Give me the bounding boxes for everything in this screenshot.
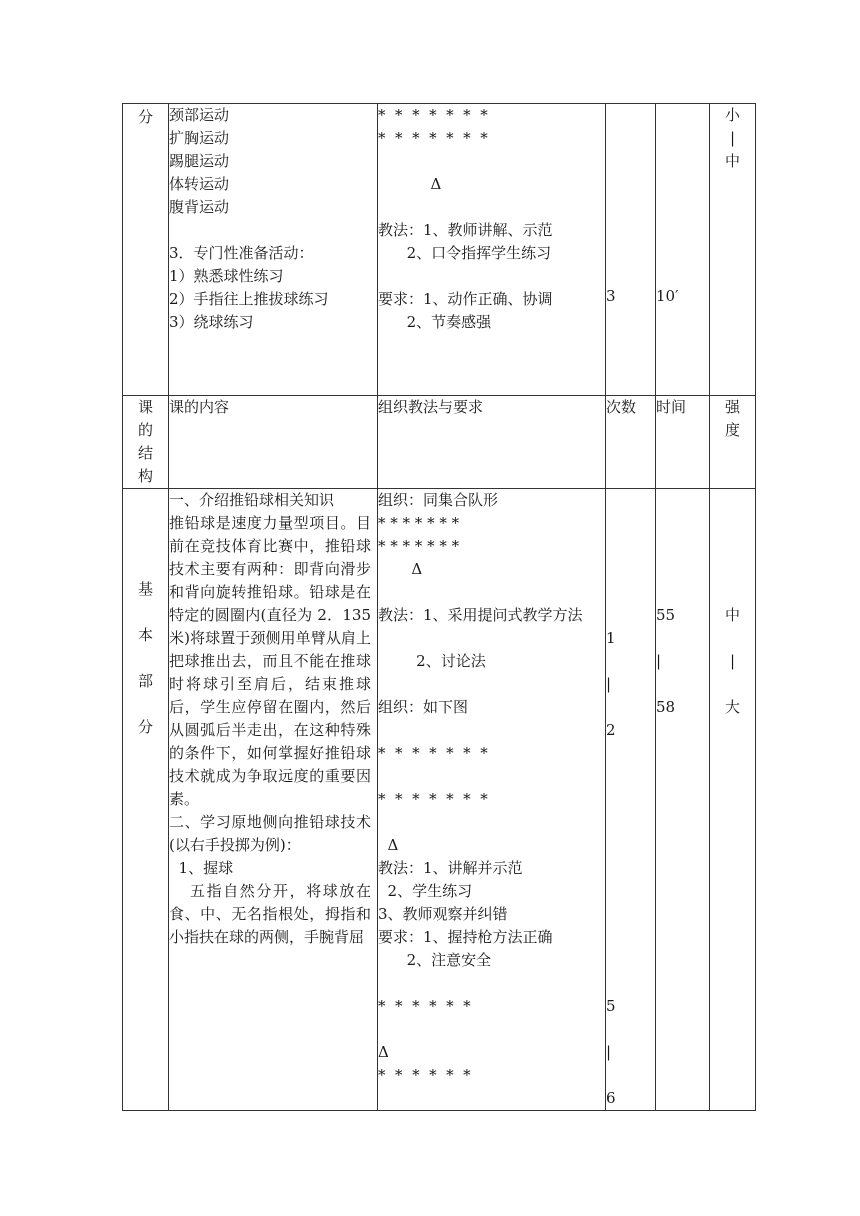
time-line xyxy=(656,558,709,581)
content-line: 3．专门性准备活动： xyxy=(169,244,314,262)
org-line xyxy=(378,765,605,788)
intensity-line: | xyxy=(729,129,736,147)
times-line xyxy=(606,696,655,719)
org-line: 要求：1、动作正确、协调 xyxy=(378,290,553,308)
org-line: * * * * * * xyxy=(378,1066,471,1084)
header-intensity-label xyxy=(710,396,755,442)
struct-char: 部 xyxy=(137,672,153,690)
time-line xyxy=(656,535,709,558)
header-struct-char: 课 xyxy=(137,398,153,416)
time-cell-basic xyxy=(656,489,710,1111)
header-org xyxy=(378,396,606,489)
time-line: | xyxy=(656,652,662,670)
struct-cell-prep xyxy=(123,104,169,396)
basic-org-lines xyxy=(378,489,605,1087)
basic-heading-2: 二、学习原地侧向推铅球技术(以右手投掷为例)： xyxy=(169,813,371,854)
times-line xyxy=(606,880,655,903)
org-line: Δ xyxy=(378,836,399,854)
org-line: Δ xyxy=(378,560,423,578)
org-line: 组织：如下图 xyxy=(378,698,469,716)
time-line xyxy=(656,673,709,696)
content-line: 2）手指往上推拔球练习 xyxy=(169,290,329,308)
header-struct-char: 的 xyxy=(137,421,153,439)
org-line xyxy=(378,673,605,696)
header-time xyxy=(656,396,710,489)
header-intensity-char: 度 xyxy=(724,421,740,439)
org-line: * * * * * * * xyxy=(378,129,488,147)
times-line xyxy=(606,949,655,972)
struct-char: 本 xyxy=(137,626,153,644)
org-line xyxy=(378,811,605,834)
content-line: 踢腿运动 xyxy=(169,152,230,170)
basic-row xyxy=(123,489,756,1111)
basic-time-lines xyxy=(656,489,709,719)
content-line: 扩胸运动 xyxy=(169,129,230,147)
org-line: 2、学生练习 xyxy=(378,882,473,900)
org-line xyxy=(378,972,605,995)
times-line xyxy=(606,972,655,995)
intensity-line xyxy=(710,512,755,535)
content-cell-prep xyxy=(169,104,378,396)
times-line: | xyxy=(606,1043,612,1061)
org-line xyxy=(378,1018,605,1041)
intensity-line xyxy=(710,535,755,558)
times-line: 5 xyxy=(606,997,616,1015)
org-line xyxy=(378,581,605,604)
prep-row xyxy=(123,104,756,396)
org-line: 2、口令指挥学生练习 xyxy=(378,244,552,262)
prep-intensity xyxy=(710,104,755,173)
content-line: 3）绕球练习 xyxy=(169,313,254,331)
intensity-line: | xyxy=(729,652,736,670)
times-line: 6 xyxy=(606,1089,616,1107)
header-struct xyxy=(123,396,169,489)
times-line: 1 xyxy=(606,629,616,647)
basic-intensity-lines xyxy=(710,489,755,719)
times-line xyxy=(606,512,655,535)
basic-heading-1: 一、介绍推铅球相关知识 xyxy=(169,491,335,509)
struct-char: 基 xyxy=(137,580,153,598)
lesson-plan-table xyxy=(122,103,756,1111)
struct-char: 分 xyxy=(137,718,153,736)
org-line xyxy=(378,627,605,650)
intensity-line xyxy=(710,581,755,604)
content-line: 体转运动 xyxy=(169,175,230,193)
org-line: * * * * * * * xyxy=(378,537,460,555)
content-line: 1）熟悉球性练习 xyxy=(169,267,284,285)
time-line: 55 xyxy=(656,606,676,624)
times-line xyxy=(606,558,655,581)
times-line xyxy=(606,903,655,926)
times-line xyxy=(606,535,655,558)
time-cell-prep xyxy=(656,104,710,396)
times-line xyxy=(606,834,655,857)
header-content xyxy=(169,396,378,489)
basic-subheading: 1、握球 xyxy=(169,859,234,877)
org-line: 要求：1、握持枪方法正确 xyxy=(378,928,553,946)
times-line xyxy=(606,788,655,811)
times-line xyxy=(606,742,655,765)
intensity-line: 小 xyxy=(724,106,740,124)
time-line xyxy=(656,581,709,604)
org-line: * * * * * * * xyxy=(378,790,488,808)
prep-times: 3 xyxy=(606,287,616,305)
content-line: 颈部运动 xyxy=(169,106,230,124)
org-line: 教法：1、讲解并示范 xyxy=(378,859,523,877)
content-cell-basic xyxy=(169,489,378,1111)
content-line: 腹背运动 xyxy=(169,198,230,216)
org-cell-prep xyxy=(378,104,606,396)
header-org-label: 组织教法与要求 xyxy=(378,398,484,416)
org-line: Δ xyxy=(378,175,442,193)
struct-label: 分 xyxy=(137,108,153,126)
intensity-line xyxy=(710,673,755,696)
org-line: 教法：1、采用提问式教学方法 xyxy=(378,606,583,624)
header-row xyxy=(123,396,756,489)
org-line: 3、教师观察并纠错 xyxy=(378,905,508,923)
header-struct-char: 结 xyxy=(137,444,153,462)
times-line xyxy=(606,1064,655,1087)
times-line xyxy=(606,926,655,949)
times-line: | xyxy=(606,675,612,693)
org-line: 教法：1、教师讲解、示范 xyxy=(378,221,553,239)
times-line xyxy=(606,650,655,673)
times-line xyxy=(606,604,655,627)
time-line: 58 xyxy=(656,698,676,716)
org-line xyxy=(378,265,605,288)
header-struct-label xyxy=(123,396,168,488)
org-line: Δ xyxy=(378,1043,389,1061)
intensity-cell-prep xyxy=(710,104,756,396)
times-line xyxy=(606,765,655,788)
intensity-line xyxy=(710,489,755,512)
basic-paragraph-2: 五指自然分开，将球放在食、中、无名指根处，拇指和小指扶在球的两侧，手腕背屈 xyxy=(169,882,371,946)
org-line: * * * * * * * xyxy=(378,514,460,532)
times-line xyxy=(606,489,655,512)
times-line xyxy=(606,1018,655,1041)
times-line xyxy=(606,857,655,880)
header-time-label: 时间 xyxy=(656,398,687,416)
org-cell-basic xyxy=(378,489,606,1111)
intensity-line: 中 xyxy=(724,606,740,624)
org-line: 组织：同集合队形 xyxy=(378,491,499,509)
times-cell-basic xyxy=(606,489,656,1111)
basic-times-lines xyxy=(606,489,655,1110)
org-line xyxy=(378,196,605,219)
times-line: 2 xyxy=(606,721,616,739)
header-content-label: 课的内容 xyxy=(169,398,230,416)
org-line xyxy=(378,150,605,173)
intensity-cell-basic xyxy=(710,489,756,1111)
org-line: * * * * * * * xyxy=(378,744,488,762)
times-line xyxy=(606,811,655,834)
struct-cell-basic xyxy=(123,489,169,1111)
basic-paragraph-1: 推铅球是速度力量型项目。目前在竞技体育比赛中，推铅球技术主要有两种：即背向滑步和背向旋转推铅球。铅球是在特定的圆圈内(直径为 2．135 米)将球置于颈侧用单臂从肩上把球推出去，而且不能在推球时将球引至肩后，结束推球后，学生应停留在圈内，然后从圆弧后半走出，在这种特殊的条件下，如何掌握好推铅球技术就成为争取远度的重要因素。 xyxy=(169,514,371,808)
prep-content-lines xyxy=(169,104,377,334)
basic-struct-label xyxy=(123,489,168,762)
header-struct-char: 构 xyxy=(137,467,153,485)
org-line: * * * * * * xyxy=(378,997,471,1015)
intensity-line: 大 xyxy=(724,698,740,716)
header-times xyxy=(606,396,656,489)
times-cell-prep xyxy=(606,104,656,396)
org-line: 2、节奏感强 xyxy=(378,313,492,331)
prep-time: 10′ xyxy=(656,287,679,305)
org-line xyxy=(378,719,605,742)
org-line: 2、讨论法 xyxy=(378,652,486,670)
times-line xyxy=(606,581,655,604)
org-line: * * * * * * * xyxy=(378,106,488,124)
prep-org-lines xyxy=(378,104,605,334)
header-intensity xyxy=(710,396,756,489)
time-line xyxy=(656,489,709,512)
content-line xyxy=(169,219,377,242)
time-line xyxy=(656,627,709,650)
intensity-line xyxy=(710,627,755,650)
time-line xyxy=(656,512,709,535)
intensity-line: 中 xyxy=(724,152,740,170)
header-intensity-char: 强 xyxy=(724,398,740,416)
org-line: 2、注意安全 xyxy=(378,951,492,969)
header-times-label: 次数 xyxy=(606,398,637,416)
intensity-line xyxy=(710,558,755,581)
